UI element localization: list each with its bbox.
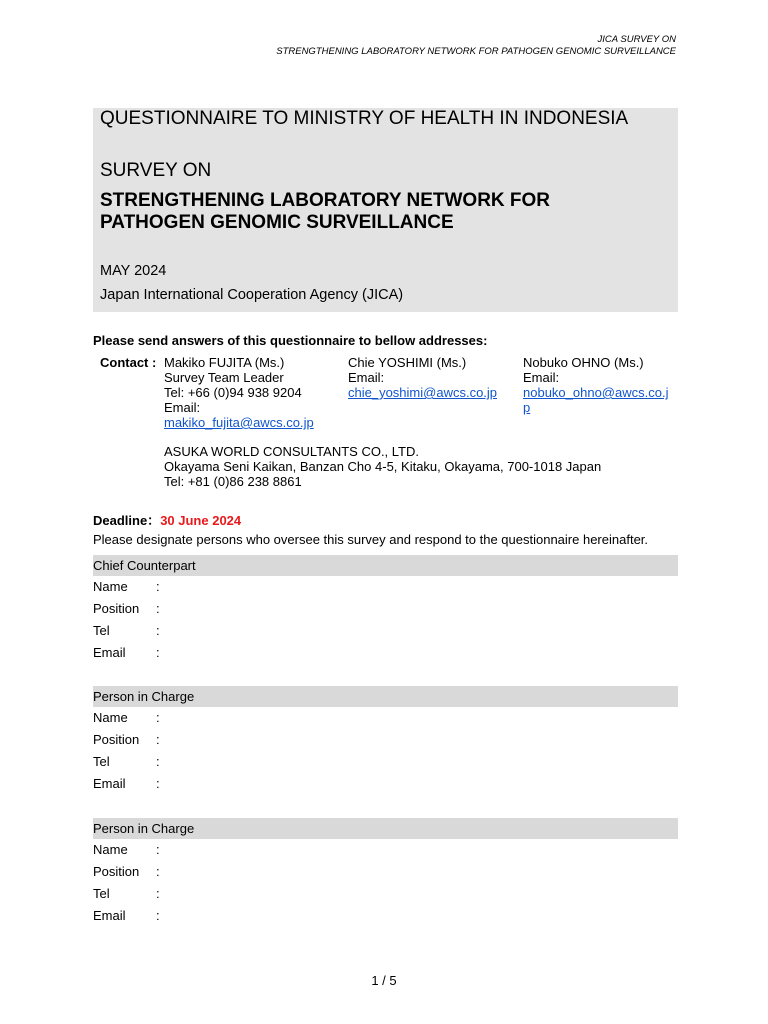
section-person-in-charge-2 — [93, 818, 678, 927]
field-colon: : — [156, 623, 160, 638]
running-header-line2: STRENGTHENING LABORATORY NETWORK FOR PATHOGEN GENOMIC SURVEILLANCE — [276, 45, 676, 57]
field-row-email — [93, 773, 678, 795]
contact-email-link[interactable]: makiko_fujita@awcs.co.jp — [164, 415, 314, 430]
field-label: Tel — [93, 623, 110, 638]
contact-name: Makiko FUJITA (Ms.) — [164, 355, 285, 370]
contact-name: Chie YOSHIMI (Ms.) — [348, 355, 467, 370]
contact-person-1 — [164, 355, 344, 430]
field-colon: : — [156, 732, 160, 747]
field-colon: : — [156, 886, 160, 901]
contact-person-2 — [348, 355, 520, 400]
field-row-name — [93, 839, 678, 861]
field-row-tel — [93, 751, 678, 773]
field-label: Tel — [93, 886, 110, 901]
contact-person-3 — [523, 355, 673, 415]
contact-label: Contact : — [100, 355, 157, 370]
company-address-block — [164, 444, 601, 489]
section-title: Person in Charge — [93, 686, 678, 707]
field-row-tel — [93, 620, 678, 642]
field-colon: : — [156, 579, 160, 594]
field-label: Email — [93, 908, 126, 923]
section-title: Chief Counterpart — [93, 555, 678, 576]
contact-role: Survey Team Leader — [164, 370, 284, 385]
field-label: Position — [93, 601, 140, 616]
company-address: Okayama Seni Kaikan, Banzan Cho 4-5, Kitaku, Okayama, 700-1018 Japan — [164, 459, 602, 474]
field-label: Email — [93, 776, 126, 791]
contact-email-label: Email: — [523, 370, 560, 385]
field-row-position — [93, 598, 678, 620]
deadline-date: 30 June 2024 — [160, 513, 242, 528]
deadline — [93, 510, 241, 529]
field-label: Position — [93, 732, 140, 747]
field-colon: : — [156, 645, 160, 660]
field-label: Name — [93, 710, 128, 725]
field-colon: : — [156, 908, 160, 923]
section-chief-counterpart — [93, 555, 678, 664]
deadline-label: Deadline： — [93, 513, 161, 528]
cover-block — [93, 108, 678, 312]
field-colon: : — [156, 842, 160, 857]
field-colon: : — [156, 601, 160, 616]
field-label: Name — [93, 579, 128, 594]
company-name: ASUKA WORLD CONSULTANTS CO., LTD. — [164, 444, 419, 459]
contact-email-link[interactable]: chie_yoshimi@awcs.co.jp — [348, 385, 498, 400]
field-row-name — [93, 576, 678, 598]
field-colon: : — [156, 776, 160, 791]
send-instruction: Please send answers of this questionnaire to bellow addresses: — [93, 333, 488, 348]
survey-on-label: SURVEY ON — [100, 160, 212, 181]
field-row-email — [93, 642, 678, 664]
survey-subject: STRENGTHENING LABORATORY NETWORK FOR PATHOGEN GENOMIC SURVEILLANCE — [100, 190, 551, 233]
agency-name: Japan International Cooperation Agency (JICA) — [100, 287, 404, 303]
running-header — [276, 34, 676, 57]
section-person-in-charge-1 — [93, 686, 678, 795]
section-title: Person in Charge — [93, 818, 678, 839]
page-number: 1 / 5 — [371, 973, 397, 988]
field-label: Email — [93, 645, 126, 660]
running-header-line1: JICA SURVEY ON — [597, 34, 676, 45]
field-colon: : — [156, 710, 160, 725]
designate-instruction: Please designate persons who oversee this survey and respond to the questionnaire hereinafter. — [93, 532, 649, 547]
field-label: Name — [93, 842, 128, 857]
document-title: QUESTIONNAIRE TO MINISTRY OF HEALTH IN INDONESIA — [100, 108, 629, 129]
field-label: Position — [93, 864, 140, 879]
contact-email-link[interactable]: nobuko_ohno@awcs.co.jp — [523, 385, 669, 415]
field-colon: : — [156, 864, 160, 879]
field-row-tel — [93, 883, 678, 905]
field-row-name — [93, 707, 678, 729]
contact-email-label: Email: — [164, 400, 201, 415]
document-date: MAY 2024 — [100, 263, 167, 279]
field-row-position — [93, 729, 678, 751]
contact-name: Nobuko OHNO (Ms.) — [523, 355, 644, 370]
field-colon: : — [156, 754, 160, 769]
contact-tel: Tel: +66 (0)94 938 9204 — [164, 385, 302, 400]
contact-email-label: Email: — [348, 370, 385, 385]
field-row-email — [93, 905, 678, 927]
company-tel: Tel: +81 (0)86 238 8861 — [164, 474, 302, 489]
field-label: Tel — [93, 754, 110, 769]
field-row-position — [93, 861, 678, 883]
